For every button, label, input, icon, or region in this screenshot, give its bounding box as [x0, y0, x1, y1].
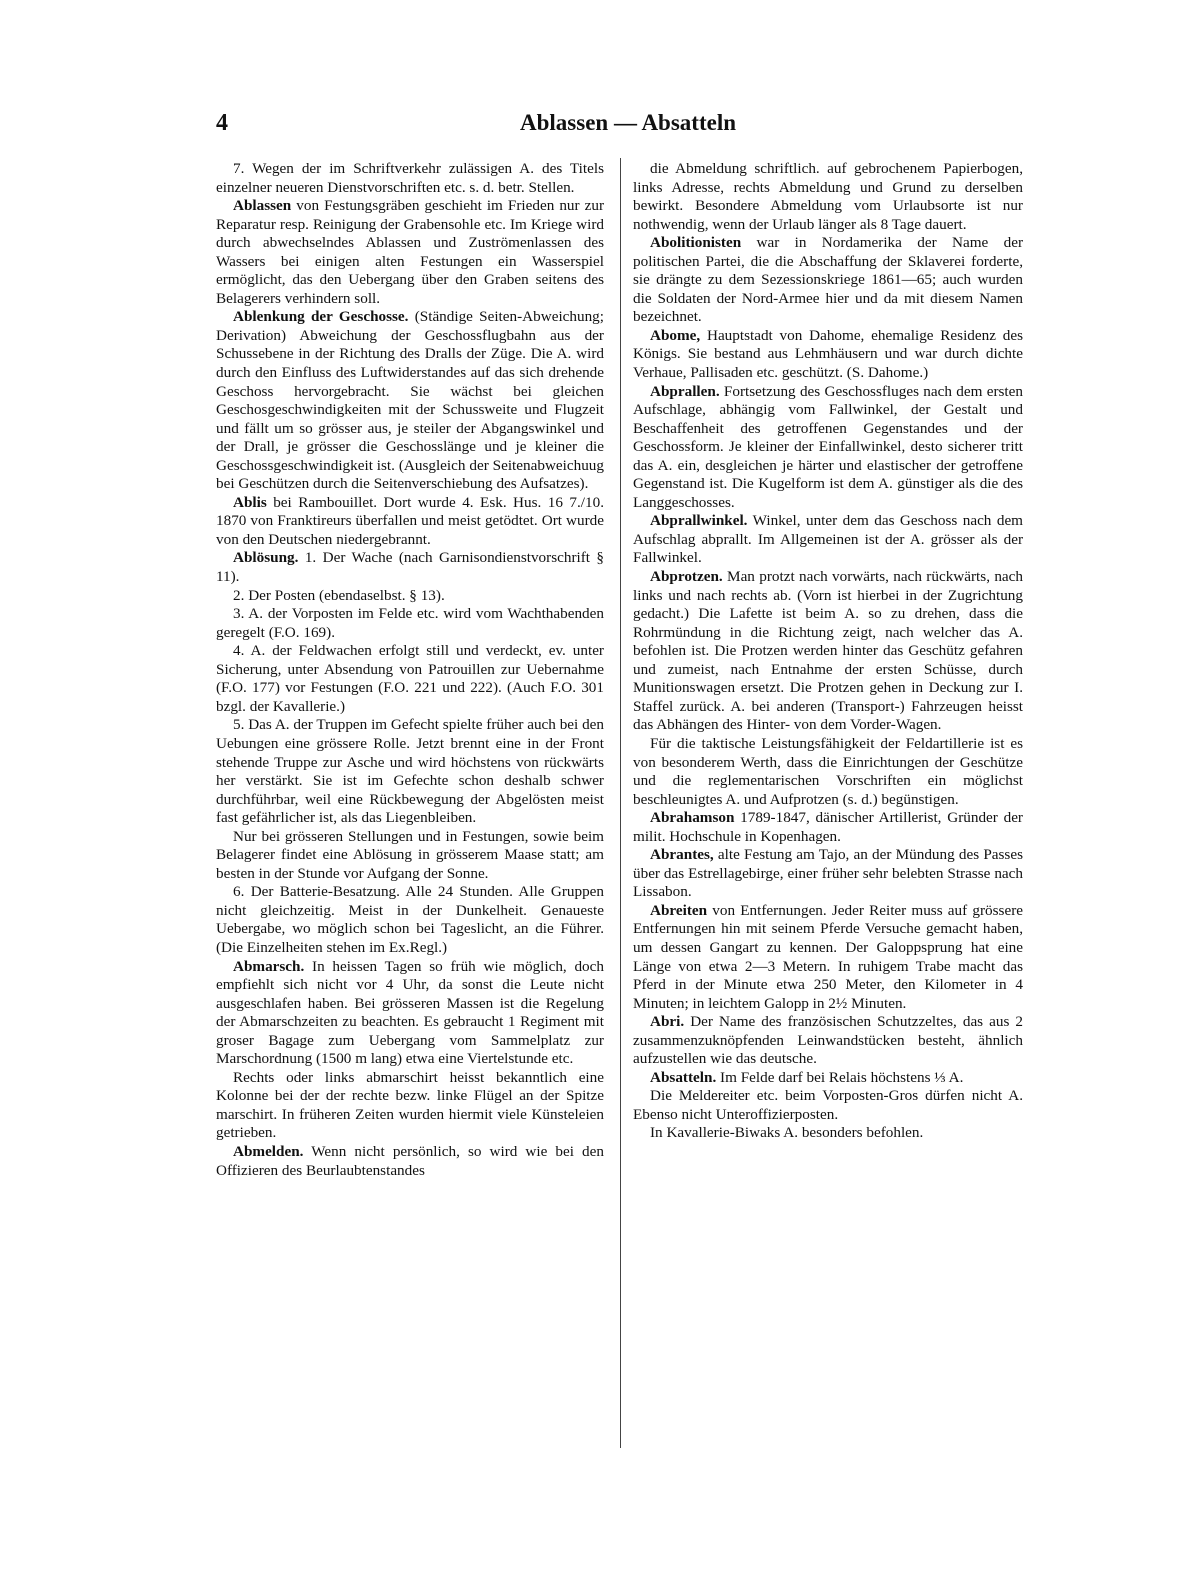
entry-text: Fortsetzung des Geschossfluges nach dem ersten Aufschlage, abhängig vom Fallwinkel, der Gestalt und Beschaffenheit des getroffenen Gegenstandes und der Geschossform. Je kleiner der Einfallwinkel, desto sicherer tritt das A. ein, desgleichen je härter und elastischer der getroffene Gegenstand ist. Die Kugelform ist dem A. günstiger als die des Langgeschosses. — [633, 382, 1023, 511]
dictionary-entry — [216, 1069, 604, 1143]
entry-text: von Festungsgräben geschieht im Frieden nur zur Reparatur resp. Reinigung der Grabensohle etc. Im Kriege wird durch abwechselndes Ablassen und Zuströmenlassen des Wassers bei einigen alten Festungen ein Wasserspiel ermöglicht, das den Uebergang über den Graben seitens des Belagerers verhindern soll. — [216, 197, 604, 307]
dictionary-entry — [216, 605, 604, 642]
entry-text: Hauptstadt von Dahome, ehemalige Residenz des Königs. Sie bestand aus Lehmhäusern und war durch dichte Verhaue, Pallisaden etc. geschützt. (S. Dahome.) — [633, 326, 1023, 382]
entry-text: Im Felde darf bei Relais höchstens ⅓ A. — [716, 1068, 964, 1086]
entry-headword: Abprallwinkel. — [650, 512, 748, 530]
entry-text: Man protzt nach vorwärts, nach rückwärts, nach links und nach rechts ab. (Vorn ist hierbei in der Zugrichtung gedacht.) Die Lafette ist beim A. so zu drehen, dass die Rohrmündung in die Richtung zeigt, nach welcher das A. befohlen ist. Die Protzen werden hinter das Geschütz gefahren und zumeist, nach Entnahme der ersten Schüsse, durch Munitionswagen ersetzt. Die Protzen gehen in Deckung zur I. Staffel zurück. A. bei anderen (Transport-) Fahrzeugen heisst das Abhängen des Hinter- von dem Vorder-Wagen. — [633, 568, 1023, 734]
dictionary-entry — [216, 716, 604, 827]
dictionary-entry — [216, 308, 604, 493]
entry-text: (Ständige Seiten-Abweichung; Derivation) Abweichung der Geschossflugbahn aus der Schussebene in der Richtung des Dralls der Züge. Die A. wird durch den Einfluss des Luftwiderstandes auf das sich drehende Geschoss hervorgebracht. Sie wächst bei gleichen Geschosgeschwindigkeiten mit der Schussweite und Flugzeit und fällt um so grösser aus, je steiler der Abgangswinkel und der Drall, je grösser die Geschosslänge und je kleiner die Geschossgeschwindigkeit ist. (Ausgleich der Seitenabweichuug bei Geschützen durch die Seitenverschiebung des Aufsatzes). — [216, 308, 604, 493]
dictionary-entry — [216, 958, 604, 1069]
entry-headword: Abome, — [650, 326, 701, 344]
dictionary-entry — [216, 642, 604, 716]
entry-headword: Abri. — [650, 1013, 685, 1031]
dictionary-entry — [633, 735, 1023, 809]
right-column — [633, 160, 1023, 1143]
entry-text: 7. Wegen der im Schriftverkehr zulässigen A. des Titels einzelner neueren Dienstvorschriften etc. s. d. betr. Stellen. — [216, 160, 604, 196]
entry-text: bei Rambouillet. Dort wurde 4. Esk. Hus. 16 7./10. 1870 von Franktireurs überfallen und meist getödtet. Ort wurde von den Deutschen niedergebrannt. — [216, 493, 604, 548]
entry-text: die Abmeldung schriftlich. auf gebrochenem Papierbogen, links Adresse, rechts Abmeldung und Grund zu derselben bewirkt. Besondere Abmeldung vom Urlaubsorte ist nur nothwendig, wenn der Urlaub länger als 8 Tage dauert. — [633, 160, 1023, 233]
entry-text: 6. Der Batterie-Besatzung. Alle 24 Stunden. Alle Gruppen nicht gleichzeitig. Meist in der Dunkelheit. Genaueste Uebergabe, wo möglich schon bei Tageslicht, an die Führer. (Die Einzelheiten stehen im Ex.Regl.) — [216, 883, 604, 956]
entry-text: Rechts oder links abmarschirt heisst bekanntlich eine Kolonne bei der der rechte bezw. linke Flügel an der Spitze marschirt. In früheren Zeiten wurden hiermit viele Künsteleien getrieben. — [216, 1068, 604, 1142]
dictionary-entry — [216, 1143, 604, 1180]
entry-headword: Abmelden. — [233, 1142, 304, 1160]
entry-text: Nur bei grösseren Stellungen und in Festungen, sowie beim Belagerer findet eine Ablösung in grösserem Maase statt; am besten in der Stunde vor Aufgang der Sonne. — [216, 827, 604, 882]
entry-headword: Absatteln. — [650, 1068, 717, 1086]
dictionary-entry — [633, 846, 1023, 902]
dictionary-entry — [216, 197, 604, 308]
running-head: Ablassen — Absatteln — [520, 110, 736, 135]
entry-text: Der Name des französischen Schutzzeltes, das aus 2 zusammenzuknöpfenden Leinwandstücken besteht, ähnlich aufzustellen wie das deutsche. — [633, 1013, 1023, 1068]
dictionary-entry — [633, 327, 1023, 383]
entry-text: 4. A. der Feldwachen erfolgt still und verdeckt, ev. unter Sicherung, unter Absendung von Patrouillen zur Uebernahme (F.O. 177) vor Festungen (F.O. 221 und 222). (Auch F.O. 301 bzgl. der Kavallerie.) — [216, 642, 604, 715]
dictionary-entry — [633, 1013, 1023, 1069]
dictionary-entry — [216, 828, 604, 884]
dictionary-entry — [216, 883, 604, 957]
dictionary-entry — [216, 587, 604, 606]
entry-text: von Entfernungen. Jeder Reiter muss auf grössere Entfernungen hin mit seinem Pferde Versuche gemacht haben, um dessen Gangart zu kennen. Der Galoppsprung hat eine Länge von etwa 2—3 Metern. In ruhigem Trabe macht das Pferd in der Minute etwa 250 Meter, den Kilometer in 4 Minuten; in leichtem Galopp in 2½ Minuten. — [633, 901, 1023, 1012]
dictionary-entry — [633, 512, 1023, 568]
dictionary-entry — [633, 1124, 1023, 1143]
dictionary-entry — [633, 568, 1023, 735]
column-divider — [620, 158, 621, 1448]
entry-headword: Abrantes, — [650, 846, 714, 864]
entry-headword: Abreiten — [650, 901, 708, 919]
entry-headword: Abmarsch. — [233, 957, 305, 975]
entry-headword: Abrahamson — [650, 809, 735, 827]
page-number: 4 — [216, 110, 228, 136]
entry-headword: Abolitionisten — [650, 234, 742, 252]
dictionary-entry — [216, 549, 604, 586]
entry-text: Die Meldereiter etc. beim Vorposten-Gros dürfen nicht A. Ebenso nicht Unteroffizierposten. — [633, 1087, 1023, 1123]
entry-text: 1. Der Wache (nach Garnisondienstvorschrift § 11). — [216, 549, 604, 586]
entry-text: Winkel, unter dem das Geschoss nach dem Aufschlag abprallt. Im Allgemeinen ist der A. grösser als der Fallwinkel. — [633, 512, 1023, 567]
dictionary-entry — [633, 902, 1023, 1013]
entry-text: alte Festung am Tajo, an der Mündung des Passes über das Estrellagebirge, einer früher sehr belebten Strasse nach Lissabon. — [633, 846, 1023, 901]
dictionary-entry — [216, 494, 604, 550]
entry-headword: Ablassen — [233, 197, 292, 215]
entry-text: Für die taktische Leistungsfähigkeit der Feldartillerie ist es von besonderem Werth, dass die Einrichtungen der Geschütze und die reglementarischen Vorschriften ein möglichst beschleunigtes A. und Aufprotzen (s. d.) begünstigen. — [633, 734, 1023, 808]
dictionary-entry — [633, 1087, 1023, 1124]
dictionary-entry — [633, 160, 1023, 234]
dictionary-entry — [633, 234, 1023, 327]
entry-headword: Abprotzen. — [650, 568, 723, 586]
dictionary-entry — [633, 1069, 1023, 1088]
entry-headword: Ablösung. — [233, 549, 299, 567]
entry-text: In heissen Tagen so früh wie möglich, doch empfiehlt sich nicht vor 4 Uhr, da sonst die Leute nicht ausgeschlafen haben. Bei grösseren Massen ist die Regelung der Abmarschzeiten zu beachten. Es gebraucht 1 Regiment mit groser Bagage zum Uebergang vom Sammelplatz zur Marschordnung (1500 m lang) etwa eine Viertelstunde etc. — [216, 957, 604, 1068]
entry-headword: Ablis — [233, 493, 267, 511]
entry-text: Wenn nicht persönlich, so wird wie bei den Offizieren des Beurlaubtenstandes — [216, 1142, 604, 1179]
entry-text: 3. A. der Vorposten im Felde etc. wird vom Wachthabenden geregelt (F.O. 169). — [216, 605, 604, 641]
dictionary-entry — [216, 160, 604, 197]
dictionary-entry — [633, 809, 1023, 846]
entry-headword: Abprallen. — [650, 382, 720, 400]
left-column — [216, 160, 604, 1180]
entry-text: war in Nordamerika der Name der politischen Partei, die die Abschaffung der Sklaverei forderte, sie drängte zu dem Sezessionskriege 1861—65; auch wurden die Soldaten der Nord-Armee hier und da mit diesem Namen bezeichnet. — [633, 234, 1023, 326]
dictionary-entry — [633, 383, 1023, 513]
entry-text: 2. Der Posten (ebendaselbst. § 13). — [233, 586, 445, 604]
entry-text: 1789-1847, dänischer Artillerist, Gründer der milit. Hochschule in Kopenhagen. — [633, 809, 1023, 845]
entry-text: 5. Das A. der Truppen im Gefecht spielte früher auch bei den Uebungen eine grössere Rolle. Jetzt brennt eine in der Front stehende Truppe zur Asche und wird höchstens von rückwärts her verstärkt. Sie ist im Gefechte schon deshalb schwer durchführbar, weil eine Rückbewegung der Abgelösten meist fast gefährlicher ist, als das Liegenbleiben. — [216, 716, 604, 827]
entry-headword: Ablenkung der Geschosse. — [233, 308, 409, 326]
entry-text: In Kavallerie-Biwaks A. besonders befohlen. — [650, 1124, 924, 1142]
